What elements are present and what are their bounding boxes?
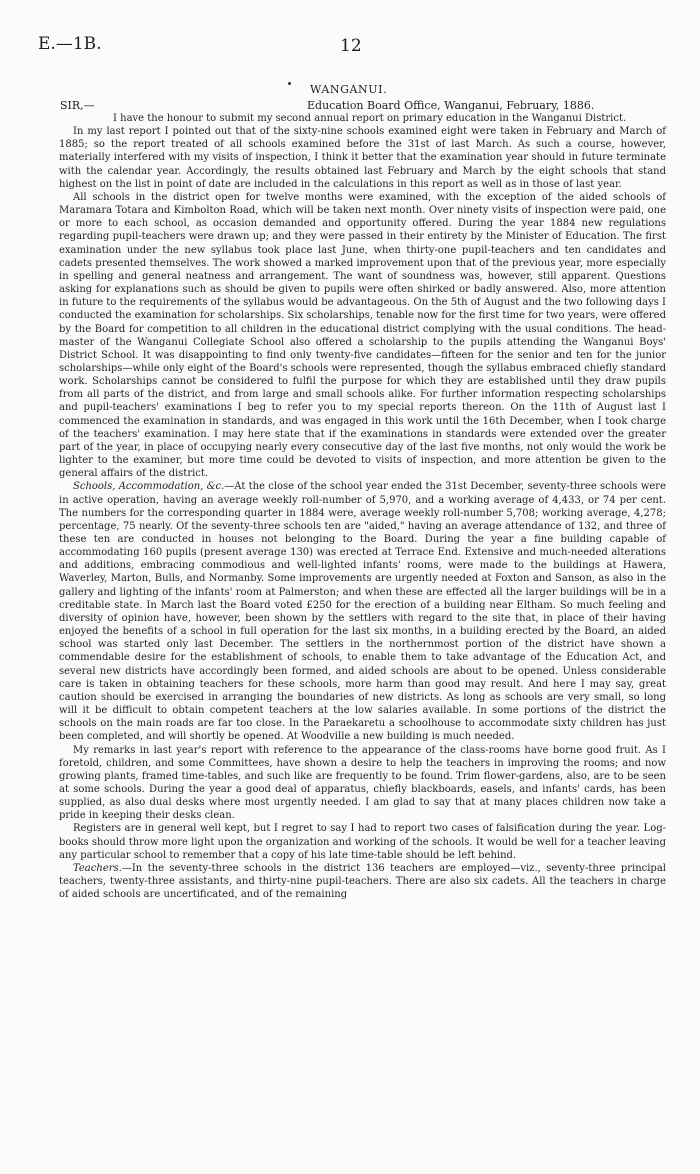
paragraph: Teachers.—In the seventy-three schools in the district 136 teachers are employed—viz., seventy-three principal teachers, twenty-three assistants, and thirty-nine pupil-teachers. There are also six cadets. All the teachers in charge of aided schools are uncertificated, and of the remaining [59,862,666,901]
paragraph: Registers are in general well kept, but I regret to say I had to report two cases of falsification during the year. Log-books should throw more light upon the organization and working of the schools. It would be well for a teacher leaving any particular school to remember that a copy of his late time-table should be left behind. [59,823,666,861]
section-heading: WANGANUI. [310,83,388,96]
paragraph-lead: Teachers. [73,862,122,874]
paragraph: In my last report I pointed out that of the sixty-nine schools examined eight were taken in February and March of 1885; so the report treated of all schools examined before the 31st of last March. As such a course, however, materially interfered with my visits of inspection, I think it better that the examination year should in future terminate with the calendar year. Accordingly, the results obtained last February and March by the eight schools that stand highest on the list in point of date are included in the calculations in this report as well as in those of last year. [59,126,666,190]
paragraph: Schools, Accommodation, &c.—At the close of the school year ended the 31st December, seventy-three schools were in active operation, having an average weekly roll-number of 5,970, and a working average of 4,433, or 74 per cent. The numbers for the corresponding quarter in 1884 were, average weekly roll-number 5,708; working average, 4,278; percentage, 75 nearly. Of the seventy-three schools ten are "aided," having an average attendance of 132, and three of these ten are conducted in houses not belonging to the Board. During the year a fine building capable of accommodating 160 pupils (present average 130) was erected at Terrace End. Extensive and much-needed alterations and additions, embracing commodious and well-lighted infants' rooms, were made to the buildings at Hawera, Waverley, Marton, Bulls, and Normanby. Some improvements are urgently needed at Foxton and Sanson, as also in the gallery and lighting of the infants' room at Palmerston; and when these are effected all the larger buildings will be in a creditable state. In March last the Board voted £250 for the erection of a building near Eltham. So much feeling and diversity of opinion have, however, been shown by the settlers with regard to the site that, in place of their having enjoyed the benefits of a school in full operation for the last six months, in a building erected by the Board, an aided school was started only last December. The settlers in the northernmost portion of the district have shown a commendable desire for the establishment of schools, to enable them to take advantage of the Education Act, and several new districts have accordingly been formed, and aided schools are about to be opened. Unless considerable care is taken in obtaining teachers for these schools, more harm than good may result. And here I may say, great caution should be exercised in arranging the boundaries of new districts. As long as schools are very small, so long will it be difficult to obtain competent teachers at the low salaries available. In some portions of the district the schools on the main roads are far too close. In the Paraekaretu a schoolhouse to accommodate sixty children has just been completed, and will shortly be opened. At Woodville a new building is much needed. [59,481,666,743]
paragraph: My remarks in last year's report with reference to the appearance of the class-rooms have borne good fruit. As I foretold, children, and some Committees, have shown a desire to help the teachers in improving the rooms; and now growing plants, framed time-tables, and such like are frequently to be found. Trim flower-gardens, also, are to be seen at some schools. During the year a good deal of apparatus, chiefly blackboards, easels, and infants' cards, has been supplied, as also dual desks where most urgently needed. I am glad to say that at many places children now take a pride in keeping their desks clean. [59,744,666,822]
paragraph: I have the honour to submit my second annual report on primary education in the Wanganui District. [113,113,627,124]
report-reference: E.—1B. [38,34,102,54]
salutation: SIR,— [60,99,95,112]
dateline: Education Board Office, Wanganui, February, 1886. [307,99,595,112]
report-body [59,112,666,901]
paragraph: All schools in the district open for twelve months were examined, with the exception of the aided schools of Maramara Totara and Kimbolton Road, which will be taken next month. Over ninety visits of inspection were paid, one or more to each school, as occasion demanded and opportunity offered. During the year 1884 new regulations regarding pupil-teachers were drawn up; and they were passed in their entirety by the Minister of Education. The first examination under the new syllabus took place last June, when thirty-one pupil-teachers and ten candidates and cadets presented themselves. The work showed a marked improvement upon that of the previous year, more especially in spelling and general neatness and arrangement. The want of soundness was, however, still apparent. Questions asking for explanations such as should be given to pupils were often shirked or badly answered. Also, more attention in future to the requirements of the syllabus would be advantageous. On the 5th of August and the two following days I conducted the examination for scholarships. Six scholarships, tenable now for the first time for two years, were offered by the Board for competition to all children in the educational district complying with the usual conditions. The head-master of the Wanganui Collegiate School also offered a scholarship to the pupils attending the Wanganui Boys' District School. It was disappointing to find only twenty-five candidates—fifteen for the senior and ten for the junior scholarships—while only eight of the Board's schools were represented, though the syllabus embraced chiefly standard work. Scholarships cannot be considered to fulfil the purpose for which they are established until they draw pupils from all parts of the district, and from large and small schools alike. For further information respecting scholarships and pupil-teachers' examinations I beg to refer you to my special reports thereon. On the 11th of August last I commenced the examination in standards, and was engaged in this work until the 16th December, when I took charge of the teachers' examination. I may here state that if the examinations in standards were extended over the greater part of the year, in place of occupying nearly every consecutive day of the last five months, not only would the work be lighter to the examiner, but more time could be devoted to visits of inspection, and more attention be given to the general affairs of the district. [59,191,666,480]
page-number: 12 [340,36,362,56]
paragraph-lead: Schools, Accommodation, &c. [73,481,225,493]
print-mark [288,82,291,85]
